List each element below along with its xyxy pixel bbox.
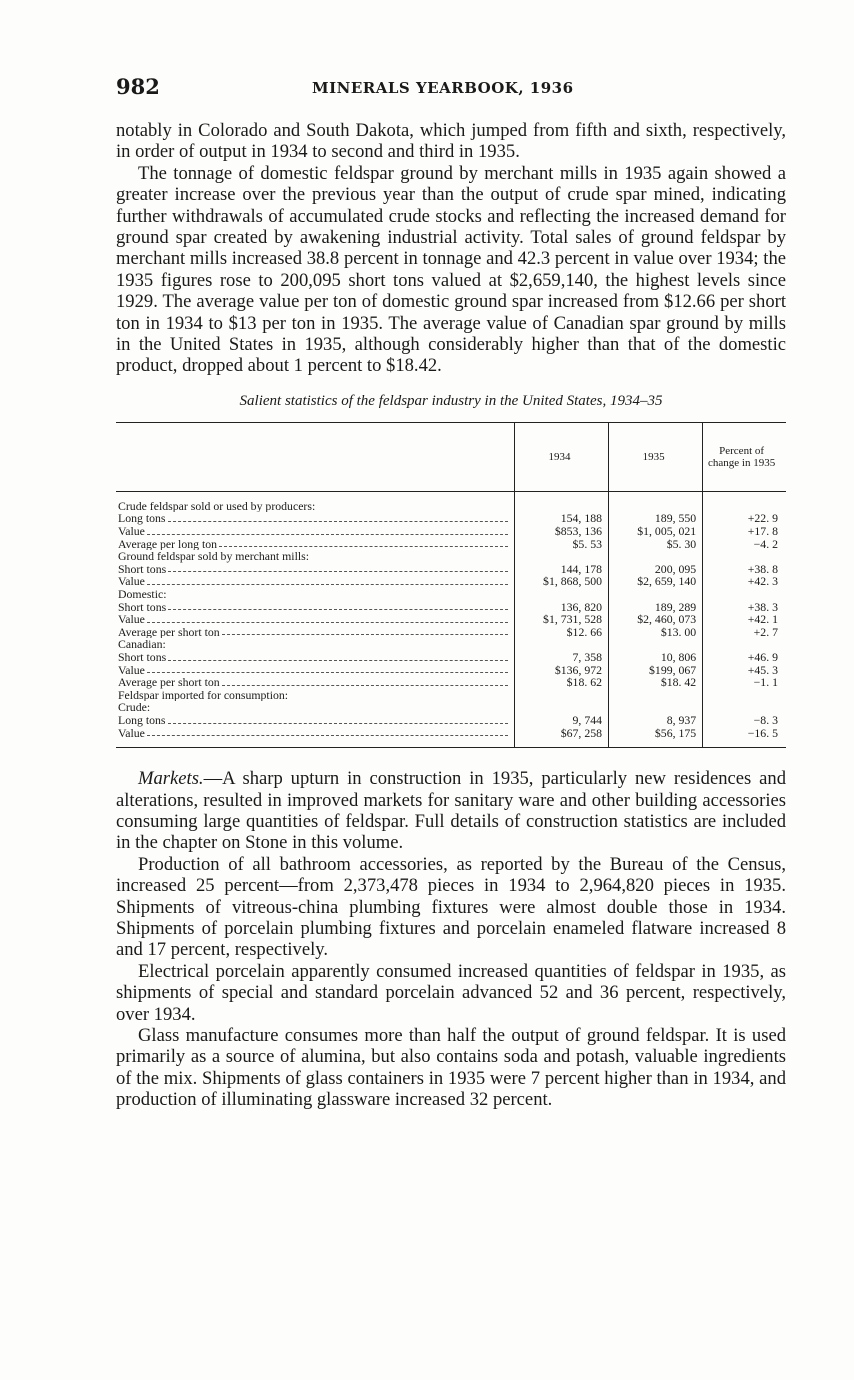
value-1934: $853, 136 [514,525,608,538]
row-label: Domestic: [118,588,167,601]
row-label [116,563,514,576]
percent-change: +42. 3 [703,575,786,588]
table-spacer [116,739,786,748]
row-label [116,626,514,639]
row-label [116,613,514,626]
value-1934: $136, 972 [514,664,608,677]
value-1935: 189, 550 [609,512,703,525]
table-row [116,588,786,601]
table-row [116,613,786,626]
percent-change: −16. 5 [703,727,786,740]
row-label: Ground feldspar sold by merchant mills: [118,550,310,563]
markets-text: —A sharp upturn in construction in 1935, particularly new residences and alterations, resulted in improved markets for sanitary ware and other building accessories consuming large quantities of feldspar. Full details of construction statistics are included in the chapter on Stone in this volume. [116,768,786,854]
table-title: Salient statistics of the feldspar industry in the United States, 1934–35 [239,392,663,409]
row-label-leader [118,714,512,727]
dot-leader [147,575,508,585]
value-1935: 200, 095 [609,563,703,576]
spacer-cell [703,491,786,500]
value-1935: 10, 806 [609,651,703,664]
row-label-leader [118,613,512,626]
row-label [116,525,514,538]
salient-statistics-table [116,422,786,748]
percent-change: −1. 1 [703,676,786,689]
percent-change [703,689,786,702]
percent-change: +22. 9 [703,512,786,525]
table-row [116,651,786,664]
value-1935 [609,689,703,702]
dot-leader [222,676,508,686]
spacer-cell [514,491,608,500]
row-label [116,664,514,677]
percent-change: −4. 2 [703,538,786,551]
paragraph-continued: notably in Colorado and South Dakota, which jumped from fifth and sixth, respectively, in order of output in 1934 to second and third in 1935. [116,120,786,163]
percent-change: +46. 9 [703,651,786,664]
column-header-1934: 1934 [514,422,608,491]
dot-leader [147,727,508,737]
value-1934: 144, 178 [514,563,608,576]
value-1935: $56, 175 [609,727,703,740]
value-1934: 7, 358 [514,651,608,664]
value-1934: $5. 53 [514,538,608,551]
row-label [116,651,514,664]
row-label-leader [118,727,512,740]
table-row [116,727,786,740]
row-label-text: Average per short ton [118,676,220,689]
table-body [116,491,786,747]
row-label-leader [118,563,512,576]
value-1934 [514,588,608,601]
table-row [116,550,786,563]
row-label-text: Value [118,726,145,740]
row-label [116,727,514,740]
value-1935 [609,588,703,601]
percent-change: +42. 1 [703,613,786,626]
row-label-leader [118,512,512,525]
table-row [116,538,786,551]
paragraph-electrical-porcelain: Electrical porcelain apparently consumed increased quantities of feldspar in 1935, as shipments of special and standard porcelain advanced 52 and 36 percent, respectively, over 1934. [116,960,786,1025]
dot-leader [168,651,508,661]
dot-leader [147,664,508,674]
row-label-leader [118,626,512,639]
row-label [116,676,514,689]
row-label-text: Short tons [118,600,167,614]
spacer-cell [703,739,786,748]
value-1934: 154, 188 [514,512,608,525]
row-label [116,512,514,525]
value-1934: $1, 731, 528 [514,613,608,626]
value-1935: $5. 30 [609,538,703,551]
value-1935: $2, 460, 073 [609,613,703,626]
row-label-leader [118,664,512,677]
spacer-cell [116,739,514,748]
row-label: Crude: [118,701,151,714]
paragraph-glass-manufacture: Glass manufacture consumes more than half the output of ground feldspar. It is used primarily as a source of alumina, but also contains soda and potash, valuable ingredients of the mix. Shipments of glass containers in 1935 were 7 percent higher than in 1934, and production of illuminating glassware increased 32 percent. [116,1025,786,1111]
row-label-leader [118,538,512,551]
spacer-cell [609,491,703,500]
value-1934: $12. 66 [514,626,608,639]
percent-change: +17. 8 [703,525,786,538]
table-row [116,626,786,639]
page-header [116,74,786,104]
column-header-1935: 1935 [609,422,703,491]
document-page [116,74,786,1111]
value-1935 [609,550,703,563]
dot-leader [147,613,508,623]
row-label-text: Short tons [118,562,167,576]
row-label-text: Long tons [118,713,166,727]
row-label [116,714,514,727]
dot-leader [168,563,508,573]
row-label-leader [118,525,512,538]
row-label-leader [118,651,512,664]
value-1934: $1, 868, 500 [514,575,608,588]
row-label-text: Value [118,663,145,677]
dot-leader [222,626,508,636]
row-label-text: Average per long ton [118,537,218,551]
table-row [116,676,786,689]
row-label: Feldspar imported for consumption: [118,688,289,702]
column-header-item [116,422,514,491]
paragraph-markets [116,768,786,854]
dot-leader [219,538,508,548]
row-label [116,601,514,614]
value-1935: $2, 659, 140 [609,575,703,588]
value-1935: $1, 005, 021 [609,525,703,538]
percent-change: −8. 3 [703,714,786,727]
spacer-cell [116,491,514,500]
value-1934: $18. 62 [514,676,608,689]
row-label-text: Long tons [118,512,166,526]
table-spacer [116,491,786,500]
row-label [116,538,514,551]
value-1935: $13. 00 [609,626,703,639]
percent-change: +38. 3 [703,601,786,614]
table-row [116,525,786,538]
row-label: Crude feldspar sold or used by producers: [118,499,316,513]
value-1934 [514,689,608,702]
row-label-text: Value [118,613,145,626]
row-label-text: Average per short ton [118,625,220,639]
table-row [116,714,786,727]
percent-change: +38. 8 [703,563,786,576]
value-1935: $18. 42 [609,676,703,689]
paragraph-bathroom-accessories: Production of all bathroom accessories, as reported by the Bureau of the Census, increased 25 percent—from 2,373,478 pieces in 1934 to 2,964,820 pieces in 1935. Shipments of vitreous-china plumbing fixtures were almost double those in 1934. Shipments of porcelain plumbing fixtures and porcelain enameled flatware increased 8 and 17 percent, respectively. [116,853,786,961]
percent-change [703,588,786,601]
percent-change [703,550,786,563]
row-label: Canadian: [118,638,166,651]
page-number: 982 [116,74,160,99]
row-label-text: Short tons [118,651,167,664]
row-label-leader [118,676,512,689]
table-header-row [116,422,786,491]
column-header-percent-change: Percent of change in 1935 [703,422,786,491]
row-label-text: Value [118,525,145,538]
spacer-cell [609,739,703,748]
dot-leader [147,525,508,535]
dot-leader [168,601,508,611]
table-row [116,689,786,702]
running-head: MINERALS YEARBOOK, 1936 [312,79,574,97]
table-row [116,575,786,588]
percent-change: +45. 3 [703,664,786,677]
value-1934: 136, 820 [514,601,608,614]
value-1935: 189, 289 [609,601,703,614]
markets-heading: Markets. [138,768,204,790]
value-1935: $199, 067 [609,664,703,677]
value-1934: $67, 258 [514,727,608,740]
value-1934 [514,550,608,563]
dot-leader [168,714,508,724]
row-label [116,575,514,588]
percent-change: +2. 7 [703,626,786,639]
value-1934: 9, 744 [514,714,608,727]
row-label-text: Value [118,575,145,589]
row-label-leader [118,575,512,588]
value-1935: 8, 937 [609,714,703,727]
spacer-cell [514,739,608,748]
dot-leader [168,512,508,522]
row-label-leader [118,601,512,614]
paragraph-ground-feldspar: The tonnage of domestic feldspar ground by merchant mills in 1935 again showed a greater increase over the previous year than the output of crude spar mined, indicating further withdrawals of accumulated crude stocks and reflecting the increased demand for ground spar created by awakening industrial activity. Total sales of ground feldspar by merchant mills increased 38.8 percent in tonnage and 42.3 percent in value over 1934; the 1935 figures rose to 200,095 short tons valued at $2,659,140, the highest levels since 1929. The average value per ton of domestic ground spar increased from $12.66 per short ton in 1934 to $13 per ton in 1935. The average value of Canadian spar ground by mills in the United States in 1935, although considerably higher than that of the domestic product, dropped about 1 percent to $18.42. [116,162,786,377]
